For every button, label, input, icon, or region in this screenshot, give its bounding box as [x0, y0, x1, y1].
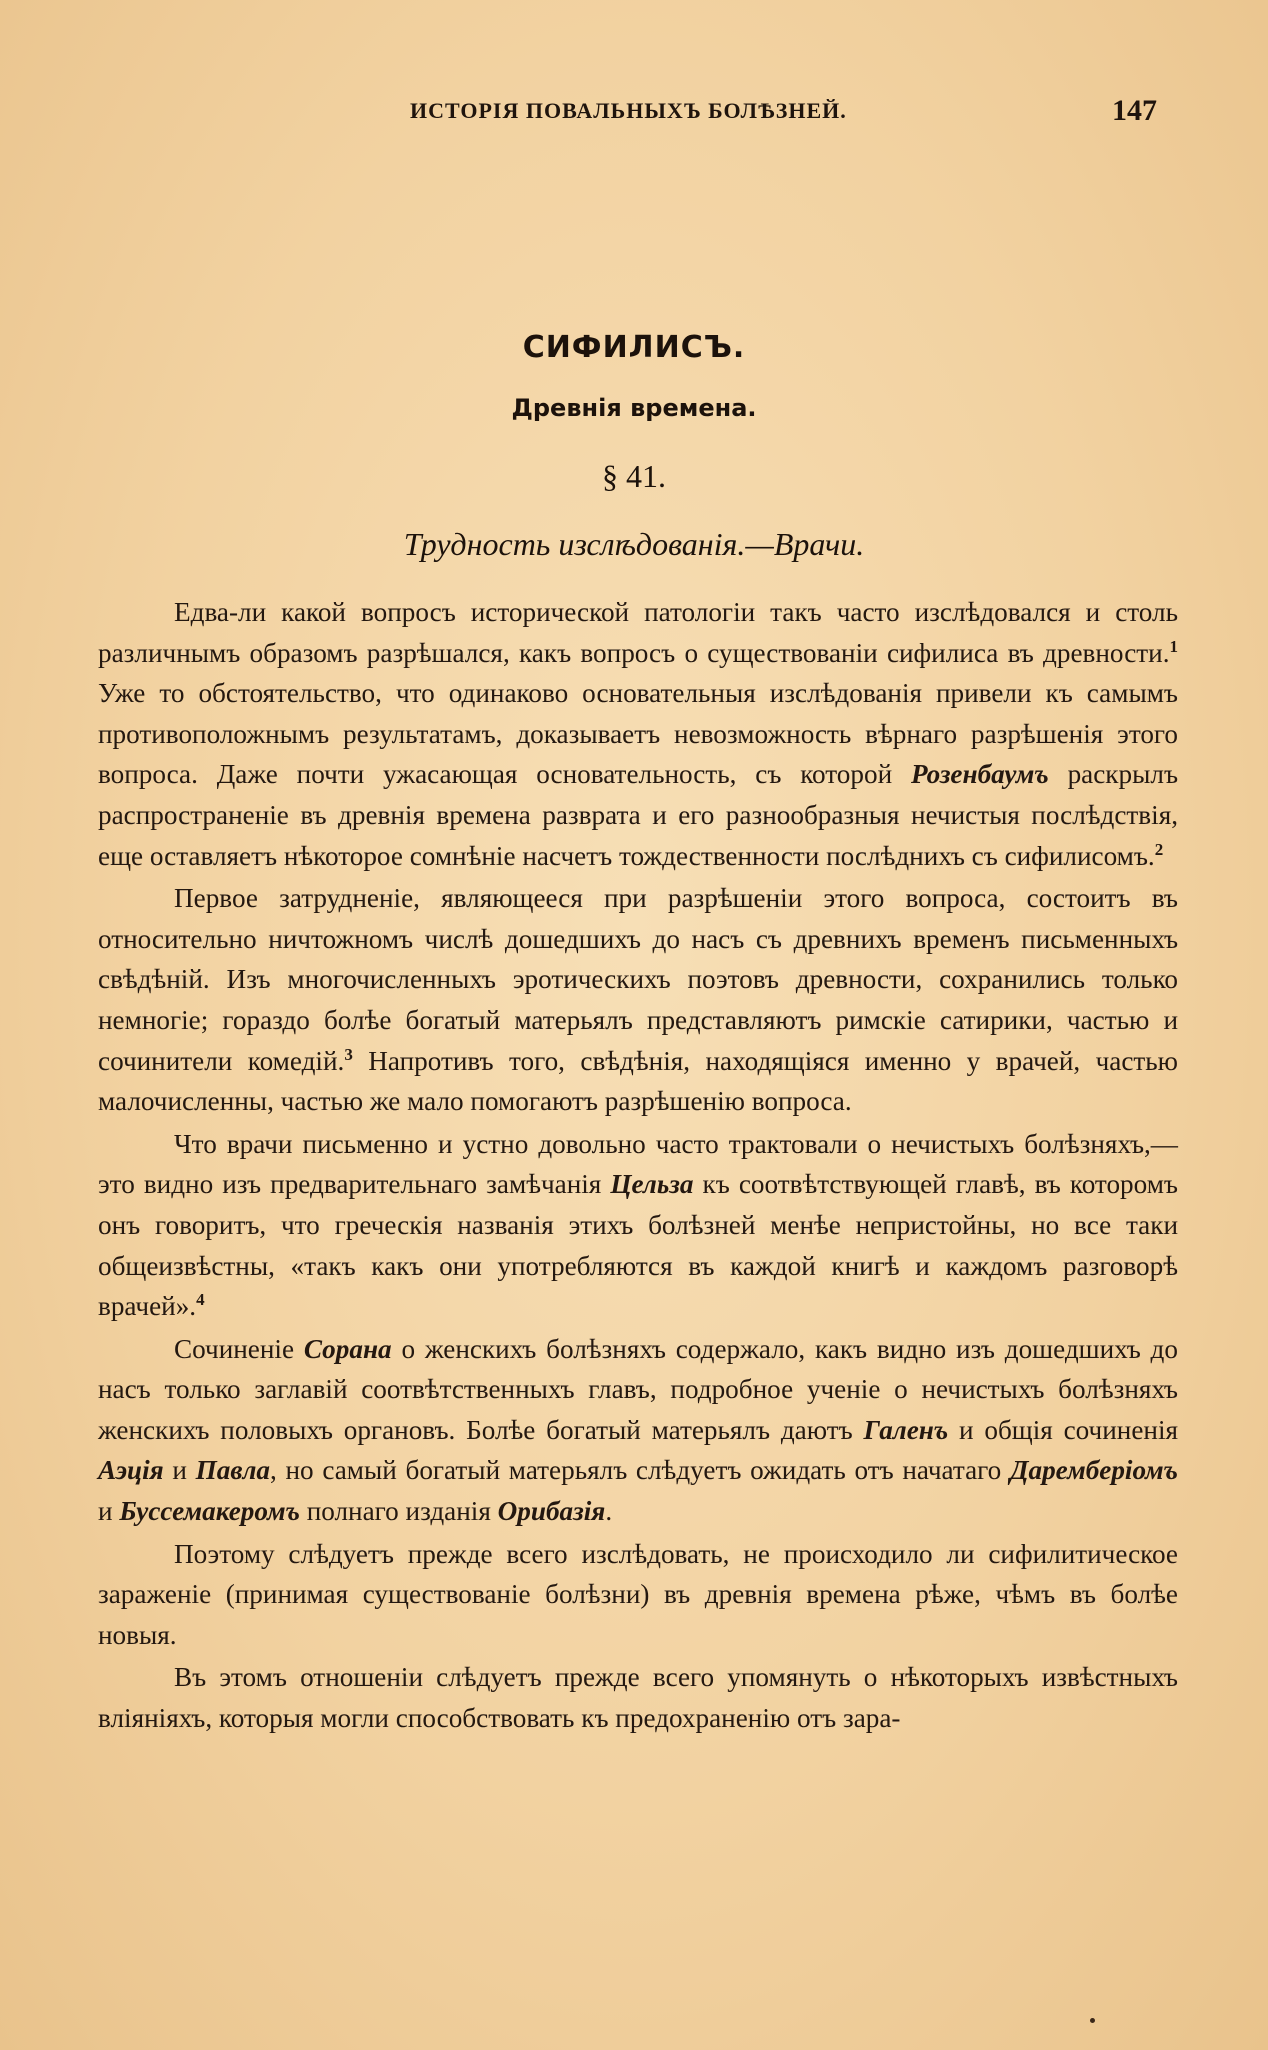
section-number: § 41. — [602, 458, 666, 494]
paragraph-1 — [98, 592, 1178, 876]
chapter-heading: СИФИЛИСЪ. — [522, 330, 746, 365]
text-run: . — [605, 1496, 613, 1527]
author-name: Галенъ — [863, 1414, 949, 1445]
text-run: Что врачи письменно и устно довольно часто трактовали о нечистыхъ болѣзняхъ,—это видно изъ предварительнаго замѣчанія — [98, 1128, 1178, 1200]
footnote-ref: 1 — [1169, 636, 1178, 656]
text-run: о женскихъ болѣзняхъ содержало, какъ видно изъ дошедшихъ до насъ только заглавій соотвѣтственныхъ главъ, подробное ученіе о нечистыхъ болѣзняхъ женскихъ половыхъ органовъ. Болѣе богатый матерьялъ даютъ — [98, 1333, 1178, 1445]
text-run: Сочиненіе — [174, 1333, 304, 1364]
author-name: Розенбаумъ — [910, 759, 1049, 790]
author-name: Даремберіомъ — [1009, 1455, 1178, 1486]
page-number: 147 — [1112, 94, 1157, 127]
text-run: и общія сочиненія — [948, 1414, 1179, 1445]
paragraph-5 — [98, 1534, 1178, 1656]
paragraph-4 — [98, 1329, 1178, 1532]
text-run: , но самый богатый матерьялъ слѣдуетъ ожидать отъ начатаго — [270, 1455, 1010, 1486]
text-run: Уже то обстоятельство, что одинаково основательныя изслѣдованія привели къ самымъ противоположнымъ результатамъ, доказываетъ невозможность вѣрнаго разрѣшенія этого вопроса. Даже почти ужасающая основательность, съ которой — [98, 678, 1178, 790]
author-name: Буссемакеромъ — [119, 1496, 300, 1527]
text-run: къ соотвѣтствующей главѣ, въ которомъ онъ говоритъ, что греческія названія этихъ болѣзней менѣе непристойны, но все таки общеизвѣстны, «такъ какъ они употребляются въ каждой книгѣ и каждомъ разговорѣ врачей». — [98, 1169, 1178, 1322]
footnote-ref: 2 — [1154, 839, 1164, 859]
chapter-subheading: Древнія времена. — [511, 394, 757, 422]
author-name: Сорана — [303, 1333, 392, 1364]
text-run: Поэтому слѣдуетъ прежде всего изслѣдовать, не происходило ли сифилитическое зараженіе (принимая существованіе болѣзни) въ древнія времена рѣже, чѣмъ въ болѣе новыя. — [98, 1538, 1178, 1650]
text-run: Едва-ли какой вопросъ исторической патологіи такъ часто изслѣдовался и столь различнымъ образомъ разрѣшался, какъ вопросъ о существованіи сифилиса въ древности. — [98, 597, 1178, 668]
text-run: и — [98, 1496, 120, 1527]
text-run: Въ этомъ отношеніи слѣдуетъ прежде всего упомянуть о нѣкоторыхъ извѣстныхъ вліяніяхъ, которыя могли способствовать къ предохраненію отъ зара- — [98, 1662, 1178, 1734]
author-name: Цельза — [610, 1169, 694, 1200]
text-run: раскрылъ распространеніе въ древнія времена разврата и его разнообразныя нечистыя послѣдствія, еще оставляетъ нѣкоторое сомнѣніе насчетъ тождественности послѣднихъ съ сифилисомъ. — [98, 759, 1178, 871]
ink-speck — [1090, 2018, 1095, 2023]
text-run: Напротивъ того, свѣдѣнія, находящіяся именно у врачей, частью малочисленны, частью же мало помогаютъ разрѣшенію вопроса. — [98, 1045, 1178, 1117]
paragraph-6 — [98, 1657, 1178, 1738]
paragraph-3 — [98, 1124, 1178, 1327]
page-header — [0, 94, 1268, 138]
author-name: Орибазія — [497, 1496, 606, 1527]
text-run: полнаго изданія — [299, 1496, 498, 1527]
paragraph-2 — [98, 878, 1178, 1122]
footnote-ref: 4 — [196, 1290, 205, 1310]
footnote-ref: 3 — [344, 1044, 353, 1064]
running-title: ИСТОРІЯ ПОВАЛЬНЫХЪ БОЛѢЗНЕЙ. — [410, 98, 847, 123]
text-run: Первое затрудненіе, являющееся при разрѣшеніи этого вопроса, состоитъ въ относительно ничтожномъ числѣ дошедшихъ до насъ съ древнихъ временъ письменныхъ свѣдѣній. Изъ многочисленныхъ эротическихъ поэтовъ древности, сохранились только немногіе; гораздо болѣе богатый матерьялъ представляютъ римскіе сатирики, частью и сочинители комедій. — [98, 883, 1178, 1076]
body-text — [98, 592, 1178, 1741]
section-title: Трудность изслѣдованія.—Врачи. — [403, 526, 865, 562]
author-name: Павла — [195, 1455, 271, 1486]
text-run: и — [163, 1455, 196, 1486]
author-name: Аэція — [98, 1455, 164, 1486]
